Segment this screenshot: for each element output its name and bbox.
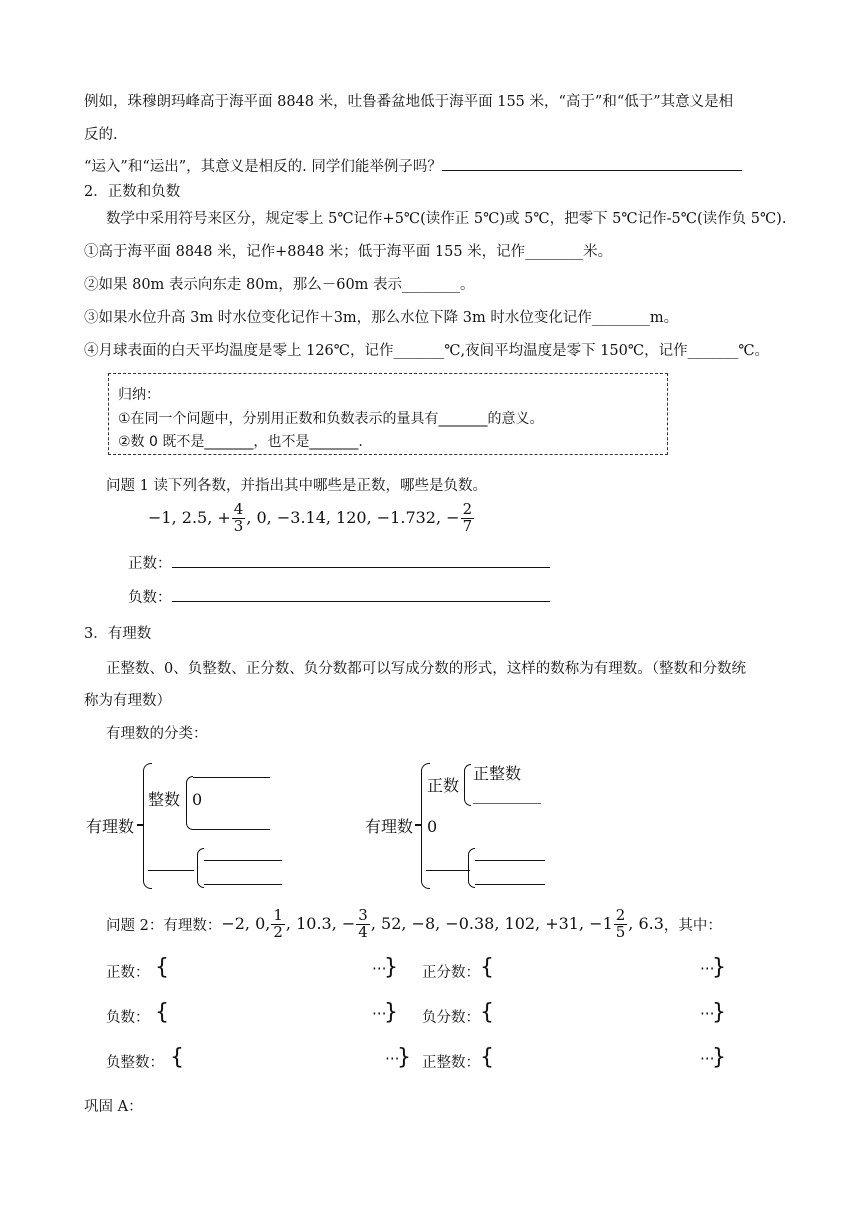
set-positive-integer-open-brace: { bbox=[480, 1045, 494, 1070]
positive-answer-row: 正数： bbox=[128, 552, 550, 573]
consolidate-heading: 巩固 A： bbox=[84, 1099, 143, 1115]
intro-line-1: 例如，珠穆朗玛峰高于海平面 8848 米，吐鲁番盆地低于海平面 155 米，“高于”和“低于”其意义是相 bbox=[84, 94, 734, 110]
tree-1-root: 有理数 bbox=[86, 817, 135, 836]
set-positive-integer-label: 正整数： bbox=[422, 1055, 480, 1071]
tree-2-blank-b[interactable] bbox=[426, 870, 470, 871]
set-negative-integer-close-brace: } bbox=[397, 1045, 411, 1070]
positive-blank[interactable] bbox=[172, 567, 550, 568]
tree-2-sub-brace bbox=[468, 848, 475, 888]
question-4: ④月球表面的白天平均温度是零上 126℃，记作_______℃,夜间平均温度是零下 150℃，记作_______℃。 bbox=[84, 343, 770, 359]
tree-2-blank-a[interactable] bbox=[473, 803, 541, 804]
question-3: ③如果水位升高 3m 时水位变化记作＋3m，那么水位下降 3m 时水位变化记作________m。 bbox=[84, 310, 679, 326]
set-positive-integer-dots: ⋯ bbox=[700, 1051, 715, 1067]
problem-1-numbers: −1, 2.5, + $\frac{4}{3}$ , 0, −3.14, 120, −1.732, − $\frac{2}{7}$ bbox=[148, 500, 473, 535]
intro-line-3: “运入”和“运出”，其意义是相反的. 同学们能举例子吗？ bbox=[84, 155, 742, 176]
set-positive-fraction-dots: ⋯ bbox=[700, 961, 715, 977]
set-positive-fraction-open-brace: { bbox=[480, 955, 494, 980]
summary-item-1: ①在同一个问题中，分别用正数和负数表示的量具有_______的意义。 bbox=[118, 411, 544, 427]
set-negative-open-brace: { bbox=[155, 1000, 169, 1025]
set-negative-label: 负数： bbox=[106, 1010, 150, 1026]
set-positive-fraction-close-brace: } bbox=[712, 955, 726, 980]
tree-1-blank-a[interactable] bbox=[193, 777, 270, 778]
section-2-desc: 数学中采用符号来区分，规定零上 5℃记作+5℃(读作正 5℃)或 5℃，把零下 5℃记作-5℃(读作负 5℃). bbox=[106, 211, 787, 227]
set-positive-dots: ⋯ bbox=[372, 961, 387, 977]
tree-2-zero: 0 bbox=[427, 817, 438, 836]
set-positive-close-brace: } bbox=[384, 955, 398, 980]
set-negative-fraction-open-brace: { bbox=[480, 1000, 494, 1025]
set-negative-integer-dots: ⋯ bbox=[385, 1051, 400, 1067]
problem-2-numbers: −2, 0, $\frac{1}{2}$ , 10.3, − $\frac{3}{4}$ , 52, −8, −0.38, 102, +31, −1 $\frac{2}{5}$ , 6.3 bbox=[221, 906, 664, 941]
section-3-desc-1: 正整数、0、负整数、正分数、负分数都可以写成分数的形式，这样的数称为有理数。（整数和分数统 bbox=[106, 661, 746, 677]
set-negative-integer-open-brace: { bbox=[170, 1045, 184, 1070]
question-2: ②如果 80m 表示向东走 80m，那么－60m 表示________。 bbox=[84, 277, 475, 293]
tree-2-positive: 正数 bbox=[427, 776, 460, 795]
tree-2-blank-c[interactable] bbox=[475, 860, 545, 861]
tree-2-positive-brace bbox=[464, 764, 471, 806]
negative-blank[interactable] bbox=[172, 601, 550, 602]
set-negative-fraction-dots: ⋯ bbox=[700, 1006, 715, 1022]
section-2-heading: 2．正数和负数 bbox=[84, 184, 181, 200]
tree-1-sub-brace bbox=[197, 848, 204, 888]
section-3-desc-2: 称为有理数） bbox=[84, 693, 171, 709]
set-positive-label: 正数： bbox=[106, 965, 150, 981]
tree-1-blank-c[interactable] bbox=[148, 870, 194, 871]
intro-line-2: 反的. bbox=[84, 127, 118, 143]
summary-item-2: ②数 0 既不是_______，也不是_______. bbox=[118, 434, 363, 450]
question-1: ①高于海平面 8848 米，记作+8848 米；低于海平面 155 米，记作________米。 bbox=[84, 244, 613, 260]
tree-1-blank-e[interactable] bbox=[204, 884, 282, 885]
tree-1-blank-b[interactable] bbox=[193, 829, 270, 830]
summary-title: 归纳： bbox=[118, 387, 160, 403]
set-positive-fraction-label: 正分数： bbox=[422, 965, 480, 981]
tree-1-zero: 0 bbox=[192, 790, 203, 809]
section-3-heading: 3．有理数 bbox=[84, 626, 152, 642]
negative-answer-row: 负数： bbox=[128, 586, 550, 607]
classification-label: 有理数的分类： bbox=[106, 726, 208, 742]
problem-1-prompt: 问题 1 读下列各数，并指出其中哪些是正数，哪些是负数。 bbox=[106, 478, 487, 494]
tree-2-blank-d[interactable] bbox=[475, 884, 545, 885]
tree-2-positive-integer: 正整数 bbox=[473, 764, 522, 783]
set-negative-fraction-label: 负分数： bbox=[422, 1010, 480, 1026]
summary-box bbox=[108, 373, 668, 455]
problem-2-line: 问题 2：有理数： −2, 0, $\frac{1}{2}$ , 10.3, − $\frac{3}{4}$ , 52, −8, −0.38, 102, +31, −1 $\frac{2}{5}$ , 6.3 ，其中： bbox=[106, 906, 722, 941]
tree-2-root: 有理数 bbox=[365, 817, 414, 836]
answer-blank[interactable] bbox=[442, 170, 742, 171]
set-positive-open-brace: { bbox=[155, 955, 169, 980]
tree-1-blank-d[interactable] bbox=[204, 860, 282, 861]
set-negative-close-brace: } bbox=[384, 1000, 398, 1025]
tree-1-integer: 整数 bbox=[148, 790, 181, 809]
set-negative-dots: ⋯ bbox=[372, 1006, 387, 1022]
set-negative-fraction-close-brace: } bbox=[712, 1000, 726, 1025]
set-negative-integer-label: 负整数： bbox=[106, 1055, 164, 1071]
set-positive-integer-close-brace: } bbox=[712, 1045, 726, 1070]
